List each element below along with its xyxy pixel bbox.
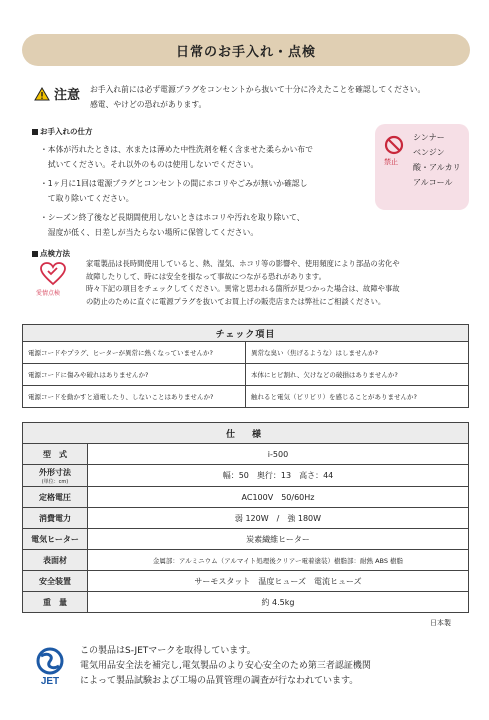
spec-label — [23, 444, 88, 465]
inspection-section-title: 点検方法 — [32, 248, 70, 259]
check-cell: 電源コードやプラグ、ヒーターが異常に熱くなっていませんか? — [23, 342, 246, 364]
jet-line: 電気用品安全法を補完し,電気製品のより安心安全のため第三者認証機関 — [80, 661, 371, 671]
prohibited-label: 禁止 — [384, 158, 398, 166]
page-title-bar — [22, 34, 470, 66]
list-item — [40, 142, 360, 172]
page-title: 日常のお手入れ・点検 — [175, 44, 316, 60]
prohibited-item: 酸・アルカリ — [413, 163, 461, 172]
spec-value: i-500 — [88, 444, 469, 465]
prohibited-item: シンナー — [413, 133, 445, 142]
table-row — [23, 444, 469, 465]
caution-text — [90, 82, 470, 112]
spec-label — [23, 508, 88, 529]
prohibited-item: ベンジン — [413, 148, 445, 157]
inspection-line: 故障したりして、時には安全を損なって事故につながる恐れがあります。 — [86, 271, 326, 281]
spec-table — [22, 422, 469, 613]
care-list — [40, 142, 360, 244]
spec-label-text: 定格電圧 — [39, 492, 71, 502]
check-cell: 異常な臭い（焦げるような）はしませんか? — [246, 342, 469, 364]
warning-icon — [34, 87, 50, 101]
spec-table-title: 仕 様 — [23, 423, 469, 444]
inspection-line: の防止のために直ぐに電源プラグを抜いてお買上げの販売店または弊社にご相談ください。 — [86, 296, 386, 306]
spec-value: 幅：50 奥行：13 高さ：44 — [88, 465, 469, 487]
table-row — [23, 550, 469, 571]
spec-value: 炭素繊維ヒーター — [88, 529, 469, 550]
jet-text — [80, 644, 480, 689]
caution-line: 感電、やけどの恐れがあります。 — [90, 100, 207, 109]
spec-label-text: 型 式 — [43, 449, 67, 459]
inspection-text — [86, 258, 476, 308]
inspection-line: 家電製品は長時間使用していると、熱、湿気、ホコリ等の影響や、使用頻度により部品の劣化や — [86, 259, 400, 268]
prohibited-items — [413, 130, 461, 190]
spec-label-sub: (単位：cm) — [41, 478, 69, 485]
jet-logo — [30, 646, 70, 686]
check-cell: 触れると電気（ビリビリ）を感じることがありませんか? — [246, 386, 469, 408]
care-line: ・本体が汚れたときは、水または薄めた中性洗剤を軽く含ませた柔らかい布で — [40, 145, 313, 154]
care-line: 拭いてください。それ以外のものは使用しないでください。 — [40, 160, 259, 169]
spec-value: 金属部：アルミニウム（アルマイト処理後クリアー電着塗装）樹脂部：耐熱 ABS 樹脂 — [88, 550, 469, 571]
spec-label-text: 消費電力 — [39, 513, 71, 523]
spec-value: 約 4.5kg — [88, 592, 469, 613]
check-cell: 電源コードを動かすと通電したり、しないことはありませんか? — [23, 386, 246, 408]
caution-line: お手入れ前には必ず電源プラグをコンセントから抜いて十分に冷えたことを確認してください。 — [90, 85, 426, 94]
spec-label-text: 電気ヒーター — [31, 534, 79, 544]
table-row — [23, 592, 469, 613]
spec-label — [23, 550, 88, 571]
inspection-line: 時々下記の項目をチェックしてください。異常と思われる箇所が見つかった場合は、故障や事故 — [86, 284, 400, 293]
spec-value: サーモスタット 温度ヒューズ 電流ヒューズ — [88, 571, 469, 592]
table-row — [23, 386, 469, 408]
check-cell: 電源コードに傷みや破れはありませんか? — [23, 364, 246, 386]
spec-label-text: 重 量 — [43, 597, 67, 607]
table-row — [23, 465, 469, 487]
spec-label — [23, 529, 88, 550]
spec-label-text: 表面材 — [43, 555, 67, 565]
spec-label — [23, 465, 88, 487]
spec-value: AC100V 50/60Hz — [88, 487, 469, 508]
care-line: ・1ヶ月に1回は電源プラグとコンセントの間にホコリやごみが無いか確認し — [40, 179, 308, 188]
care-section-title: お手入れの仕方 — [32, 126, 93, 137]
prohibited-item: アルコール — [413, 178, 453, 187]
table-row — [23, 508, 469, 529]
care-line: て取り除いてください。 — [40, 194, 134, 203]
spec-label — [23, 487, 88, 508]
jet-line: この製品はS-JETマークを取得しています。 — [80, 646, 256, 656]
care-line: 湿度が低く、日差しが当たらない場所に保管してください。 — [40, 228, 259, 237]
spec-value: 弱 120W / 強 180W — [88, 508, 469, 529]
prohibited-icon — [384, 135, 404, 155]
caution-heading — [34, 84, 80, 103]
table-row — [23, 529, 469, 550]
check-table-title: チェック項目 — [23, 325, 469, 342]
heart-icon — [40, 262, 66, 286]
check-table — [22, 324, 469, 408]
list-item — [40, 210, 360, 240]
inspection-badge: 愛情点検 — [36, 290, 61, 297]
table-row — [23, 487, 469, 508]
spec-label — [23, 571, 88, 592]
spec-label-text: 外形寸法 — [39, 467, 71, 477]
jet-line: によって製品試験および工場の品質管理の調査が行なわれています。 — [80, 676, 359, 686]
table-row — [23, 571, 469, 592]
table-row — [23, 364, 469, 386]
caution-title: 注意 — [54, 88, 81, 103]
check-cell: 本体にヒビ割れ、欠けなどの破損はありませんか? — [246, 364, 469, 386]
table-row — [23, 342, 469, 364]
spec-label-text: 安全装置 — [39, 576, 71, 586]
made-in-label: 日本製 — [430, 619, 451, 627]
spec-label — [23, 592, 88, 613]
list-item — [40, 176, 360, 206]
jet-logo-text: JET — [40, 676, 60, 686]
care-line: ・シーズン終了後など長期間使用しないときはホコリや汚れを取り除いて、 — [40, 213, 305, 222]
